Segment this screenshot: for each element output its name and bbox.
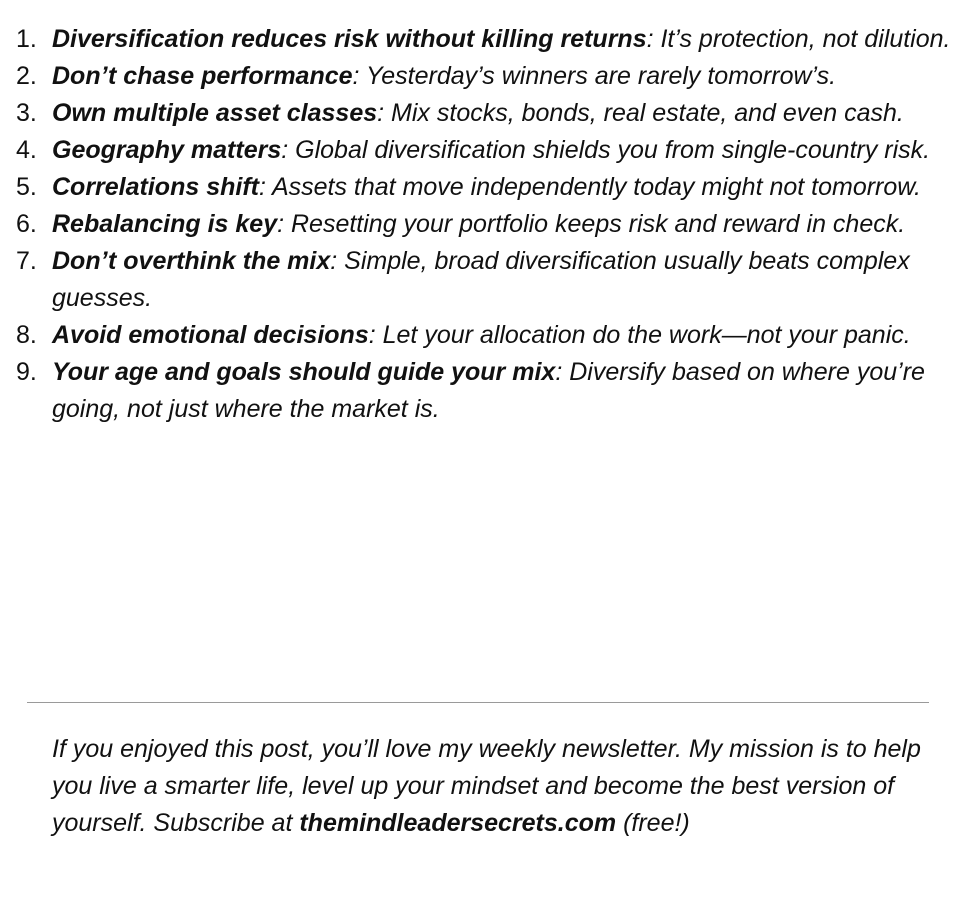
item-description: : Diversify based on where you’re going, not just where the market is. — [52, 358, 925, 423]
item-description: : Global diversification shields you from single-country risk. — [281, 136, 931, 164]
newsletter-link[interactable]: themindleadersecrets.com — [299, 809, 617, 837]
list-item — [16, 95, 961, 132]
item-number: 7. — [16, 247, 37, 275]
item-term: Geography matters — [52, 136, 282, 164]
item-term: Avoid emotional decisions — [52, 321, 369, 349]
item-number: 2. — [16, 62, 37, 90]
section-divider — [27, 702, 929, 703]
item-number: 1. — [16, 25, 37, 53]
list-item — [16, 243, 961, 317]
item-term: Don’t chase performance — [52, 62, 353, 90]
item-term: Own multiple asset classes — [52, 99, 378, 127]
item-number: 5. — [16, 173, 37, 201]
item-description: : Assets that move independently today might not tomorrow. — [258, 173, 921, 201]
item-description: : Yesterday’s winners are rarely tomorrow’s. — [352, 62, 837, 90]
item-number: 6. — [16, 210, 37, 238]
list-item — [16, 169, 961, 206]
footer-suffix: (free!) — [616, 809, 690, 837]
list-item — [16, 58, 961, 95]
item-description: : Resetting your portfolio keeps risk and reward in check. — [277, 210, 906, 238]
item-term: Rebalancing is key — [52, 210, 278, 238]
item-term: Don’t overthink the mix — [52, 247, 331, 275]
item-term: Your age and goals should guide your mix — [52, 358, 556, 386]
list-item — [16, 354, 961, 428]
newsletter-footer — [52, 731, 952, 842]
item-number: 9. — [16, 358, 37, 386]
item-number: 3. — [16, 99, 37, 127]
item-number: 4. — [16, 136, 37, 164]
item-number: 8. — [16, 321, 37, 349]
footer-text: If you enjoyed this post, you’ll love my weekly newsletter. My mission is to help you live a smarter life, level up your mindset and become the best version of yourself. Subscribe at — [52, 735, 921, 837]
list-item — [16, 21, 961, 58]
list-item — [16, 132, 961, 169]
list-item — [16, 317, 961, 354]
item-description: : It’s protection, not dilution. — [646, 25, 951, 53]
list-item — [16, 206, 961, 243]
takeaways-list — [16, 21, 961, 428]
item-description: : Simple, broad diversification usually beats complex guesses. — [52, 247, 910, 312]
item-description: : Let your allocation do the work—not your panic. — [368, 321, 911, 349]
item-description: : Mix stocks, bonds, real estate, and even cash. — [377, 99, 904, 127]
item-term: Diversification reduces risk without killing returns — [52, 25, 647, 53]
item-term: Correlations shift — [52, 173, 259, 201]
